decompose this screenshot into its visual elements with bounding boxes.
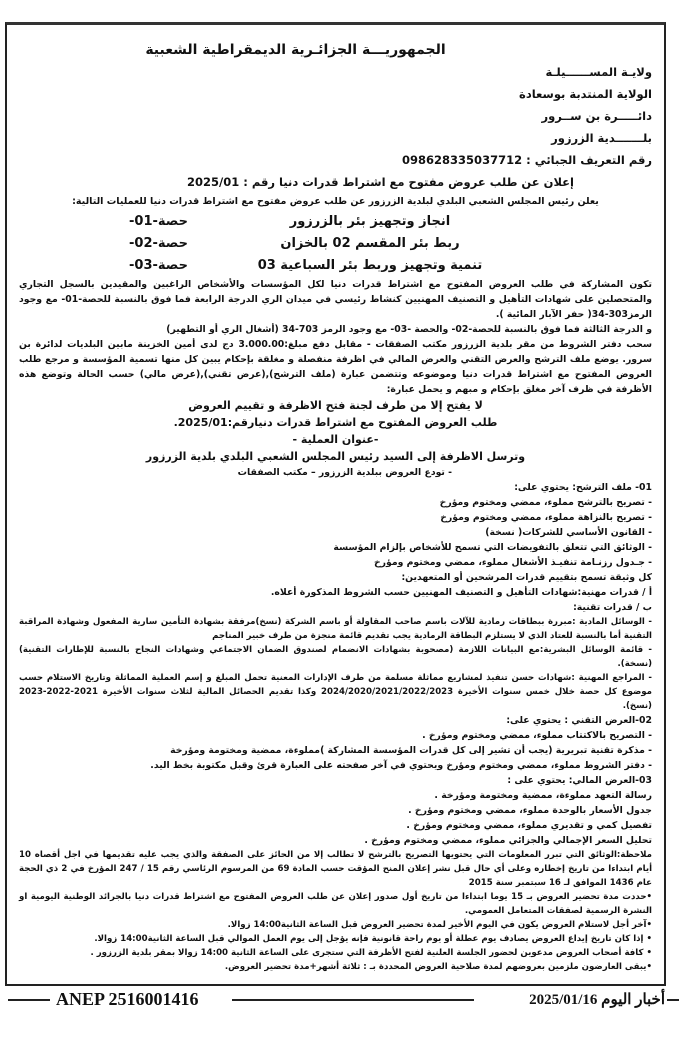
- list-item: - التصريح بالاكتتاب مملوء، ممضي ومختوم ومؤرخ .: [422, 730, 652, 741]
- deposit-line: - تودع العروض ببلدية الزرزور – مكتب الصفقات: [237, 467, 452, 478]
- section-2-title: 02-العرض التقني : يحتوي على:: [506, 715, 652, 726]
- republic-title: الجمهوريـــة الجزائـرية الديمقراطية الشعبية: [145, 42, 446, 58]
- envelope-line-3: -عنوان العملية -: [292, 433, 379, 446]
- section-1-title: 01- ملف الترشح: يحتوي على:: [514, 482, 652, 493]
- tax-id: [19, 149, 652, 171]
- list-item: - دفتر الشروط مملوء، ممضي ومختوم ومؤرخ ويحتوي في آخر صفحته على العبارة قرئ وقبل مكتوبة بخط اليد.: [150, 760, 652, 771]
- list-item: أ / قدرات مهنية:شهادات التأهيل و التصنيف المهنيين حسب الشروط المذكورة أعلاه.: [270, 587, 652, 598]
- tax-id-value: 098628335037712: [402, 153, 523, 167]
- section-3-title: 03-العرض المالي: يحتوي على :: [507, 775, 652, 786]
- publication-date: 2025/01/16: [529, 992, 598, 1008]
- bullet-item: •آخر أجل لاستلام العروض يكون في اليوم الأخير لمدة تحضير العروض قبل الساعة الثانية14:00 زوالا.: [227, 920, 652, 930]
- bullet-item: • إذا كان تاريخ إيداع العروض يصادف يوم عطلة أو يوم راحة قانونية فإنه يؤجل إلى يوم العمل الموالي قبل الساعة الثانية14:00 زوالا.: [94, 934, 652, 944]
- list-item: - تصريح بالنزاهة مملوء، ممضي ومختوم ومؤرخ: [440, 512, 652, 523]
- list-item: - القانون الأساسي للشركات( نسخة): [485, 527, 652, 538]
- delegated-wilaya: الولاية المنتدبة بوسعادة: [519, 87, 652, 101]
- submission-paragraph: سحب دفتر الشروط من مقر بلدية الزرزور مكتب الصفقات - مقابل دفع مبلغ:3.000.00 دج لدى أمين الخزينة مابين البلديات لدائرة بن سرور. يوضع ملف الترشح والعرض التقني والعرض المالي في اظرفة منفصلة و مغلقة بإحكام يبين كل منها تسمية المؤسسة و مرجع طلب العروض المفتوح مع اشتراط قدرات دنيا وموضوعه وتتضمن عبارة (ملف الترشح),(عرض تقني),(عرض مالي) حسب الحالة وتوضع هذه الأظرفة في ظرف آخر مغلق بإحكام و مبهم و يحمل عبارة:: [19, 339, 652, 395]
- envelope-line-1: لا يفتح إلا من طرف لجنة فتح الاظرفة و تقييم العروض: [188, 399, 483, 412]
- list-item: - المراجع المهنية :شهادات حسن تنفيذ لمشاريع مماثلة مسلمة من طرف الإدارات المعنية تحمل المبلغ و إسم العملية المماثلة وتاريخ الاستلام حسب موضوع كل حصة خلال خمس سنوات الأخيرة 2024/2020/2021/2022/2023 وكذا تقديم الحصائل المالية لثلاث سنوات الأخيرة 2021-2022-2023 (نسخ).: [19, 673, 652, 711]
- announcement-title: إعلان عن طلب عروض مفتوح مع اشتراط قدرات دنيا رقم : 2025/01: [187, 175, 574, 189]
- lot-1: [19, 211, 652, 233]
- list-item: - جـدول رزنـامة تنفيـذ الأشغال مملوء، ممضي ومختوم ومؤرخ: [373, 557, 652, 568]
- lot-label: حصة-01-: [129, 214, 188, 229]
- lot-label: حصة-03-: [129, 258, 188, 273]
- footer: [0, 988, 683, 1012]
- notice-content: [19, 39, 652, 974]
- envelope-line-4: وترسل الاظرفة إلى السيد رئيس المجلس الشعبي البلدي بلدية الزرزور: [145, 450, 526, 463]
- list-item: - قائمة الوسائل البشرية:مع البيانات اللازمة (مصحوبة بشهادات الانضمام لصندوق الضمان الاجتماعي وشهادات النجاح بالنسبة للإطارات التقنية) (نسخة).: [19, 645, 652, 669]
- commune: بلـــــــدية الزرزور: [551, 131, 652, 145]
- list-item: - الوثائق التي تتعلق بالتفويضات التي تسمح للأشخاص بإلزام المؤسسة: [333, 542, 652, 553]
- list-item: - تصريح بالترشح مملوء، ممضي ومختوم ومؤرخ: [439, 497, 652, 508]
- lot-3: [19, 255, 652, 277]
- footer-rule: [232, 999, 474, 1001]
- list-item: رسالة التعهد مملوءة، ممضية ومختومة ومؤرخة .: [434, 790, 652, 801]
- footer-rule: [8, 999, 50, 1001]
- newspaper-date: [529, 990, 665, 1010]
- list-item: ب / قدرات تقنية:: [573, 602, 652, 613]
- anep-number: ANEP 2516001416: [56, 989, 199, 1009]
- list-item: جدول الأسعار بالوحدة مملوء، ممضي ومختوم ومؤرخ .: [408, 805, 652, 816]
- newspaper-name: أخبار اليوم: [601, 992, 665, 1008]
- announcement-intro: يعلن رئيس المجلس الشعبي البلدي لبلدية الزرزور عن طلب عروض مفتوح مع اشتراط قدرات دنيا للعمليات التالية:: [72, 196, 599, 207]
- tax-id-label: رقم التعريف الجبائي :: [526, 153, 652, 167]
- lot-2: [19, 233, 652, 255]
- lot-name: ربط بئر المقسم 02 بالخزان: [280, 236, 460, 251]
- bullet-item: •يبقى العارضون ملزمين بعروضهم لمدة صلاحية العروض المحددة بـ : ثلاثة أشهر+مدة تحضير العروض.: [224, 962, 652, 972]
- list-item: تحليل السعر الإجمالي والجزائي مملوء، ممضي ومختوم ومؤرخ .: [364, 835, 652, 846]
- lot-name: انجاز وتجهيز بئر بالزرزور: [289, 214, 451, 229]
- lot-name: تنمية وتجهيز وربط بئر السباعية 03: [257, 258, 483, 273]
- daira: دائـــــرة بن ســرور: [541, 109, 652, 123]
- wilaya: ولايـة المســــــيلـة: [545, 65, 652, 79]
- envelope-line-2: طلب العروض المفتوح مع اشتراط قدرات دنيارقم:2025/01.: [173, 416, 498, 429]
- bullet-item: •حددت مدة تحضير العروض بـ 15 يوما ابتداءا من تاريخ أول صدور إعلان عن طلب العروض المفتوح مع اشتراط قدرات دنيا بالجرائد الوطنية اليومية او النشرة الرسمية لصفقات المتعامل العمومي.: [19, 892, 653, 916]
- list-item: كل وثيقة تسمح بتقييم قدرات المرشحين أو المتعهدين:: [401, 572, 652, 583]
- list-item: - مذكرة تقنية تبريرية (يجب أن تشير إلى كل قدرات المؤسسة المشاركة )مملوءة، ممضية ومختومة ومؤرخة: [170, 745, 652, 756]
- eligibility-paragraph-2: و الدرجة الثالثة فما فوق بالنسبة للحصة-02- والحصة -03- مع وجود الرمز 703-34 (أشغال الري أو التطهير): [166, 324, 652, 335]
- list-item: - الوسائل المادية :مبررة ببطاقات رمادية للآلات باسم صاحب المقاولة أو باسم الشركة (نسخ)مرفقة بشهادة التأمين سارية المفعول وشهادة المراقبة التقنية أما بالنسبة للعتاد الذي لا يستلزم البطاقة الرمادية يجب تقديم قائمة منجزة من طرف خبير المناجم: [19, 617, 652, 641]
- notice-frame: [5, 22, 666, 986]
- lot-label: حصة-02-: [129, 236, 188, 251]
- eligibility-paragraph: تكون المشاركة في طلب العروض المفتوح مع اشتراط قدرات دنيا لكل المؤسسات والأشخاص الراغبين والمقيدين بالسجل التجاري والمتحصلين على شهادات التأهيل و التصنيف المهنيين كنشاط رئيسي في ميدان الري الدرجة الرابعة فما فوق بالنسبة للحصة-01- مع وجود الرمز303-34( حفر الآبار المائية ).: [19, 279, 652, 320]
- bullet-item: • كافة أصحاب العروض مدعوين لحضور الجلسة العلنية لفتح الأظرفة التي ستجرى على الساعة الثانية 14:00 زوالا بمقر بلدية الزرزور .: [90, 948, 652, 958]
- footer-rule: [667, 999, 679, 1001]
- list-item: تفصيل كمي و تقديري مملوء، ممضي ومختوم ومؤرخ .: [406, 820, 652, 831]
- note-paragraph: ملاحظة:الوثائق التي تبرر المعلومات التي يحتويها التصريح بالترشح لا تطالب إلا من الحائز على الصفقة والذي يجب عليه تقديمها في اجل أقصاه 10 أيام ابتداءا من تاريخ إخطاره وعلى أي حال قبل نشر إعلان المنح المؤقت حسب المادة 69 من المرسوم الرئاسي رقم 15 / 247 المؤرخ في 2 ذي الحجة عام 1436 الموافق لـ 16 سبتمبر سنة 2015: [19, 850, 653, 888]
